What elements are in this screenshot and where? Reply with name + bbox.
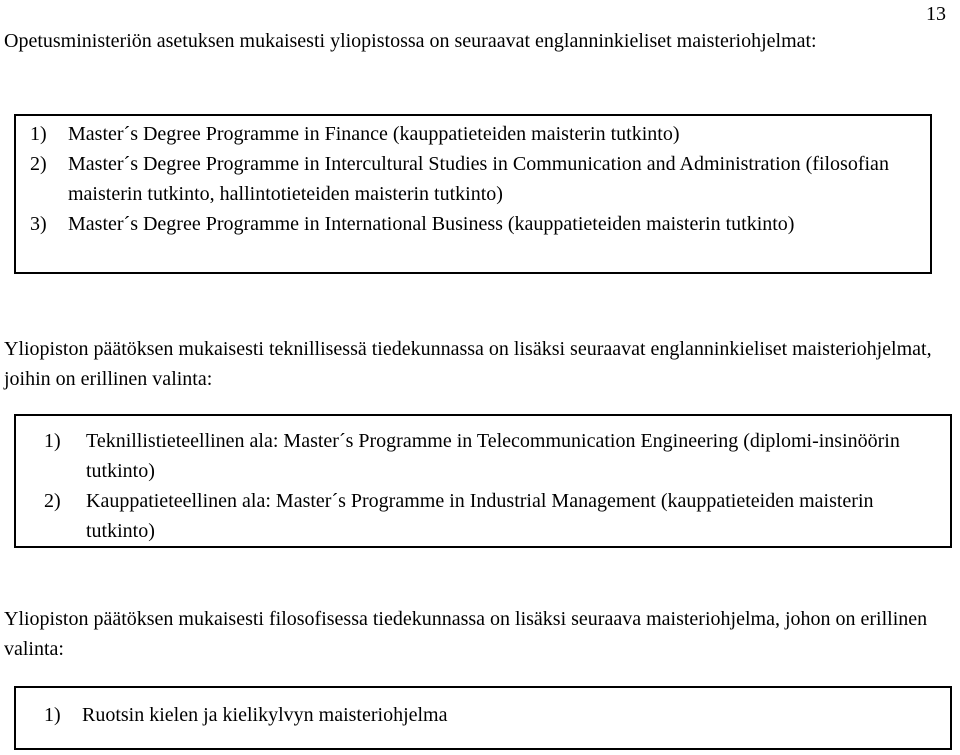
section1-intro: Opetusministeriön asetuksen mukaisesti yliopistossa on seuraavat englanninkieliset maisteriohjelmat:: [4, 30, 817, 52]
section2-intro: Yliopiston päätöksen mukaisesti teknillisessä tiedekunnassa on lisäksi seuraavat englanninkieliset maisteriohjelmat, joihin on erillinen valinta:: [4, 338, 932, 390]
item-text: Master´s Degree Programme in International Business (kauppatieteiden maisterin tutkinto): [68, 213, 795, 235]
list-item: [30, 149, 924, 209]
item-text: Master´s Degree Programme in Finance (kauppatieteiden maisterin tutkinto): [68, 123, 680, 145]
section1-programme-list: [14, 114, 932, 274]
section3-programme-list: [14, 686, 952, 750]
list-item: [44, 700, 944, 730]
list-item: [30, 119, 924, 149]
item-text: Master´s Degree Programme in Intercultural Studies in Communication and Administration (filosofian maisterin tutkinto, hallintotieteiden maisterin tutkinto): [68, 153, 889, 205]
item-number: 2): [44, 490, 61, 512]
section2-programme-list: [14, 414, 952, 548]
item-number: 1): [30, 123, 47, 145]
list-item: [44, 426, 944, 486]
item-number: 1): [44, 430, 61, 452]
item-text: Kauppatieteellinen ala: Master´s Programme in Industrial Management (kauppatieteiden maisterin tutkinto): [86, 490, 874, 542]
list-item: [30, 209, 924, 239]
item-number: 1): [44, 704, 61, 726]
page-number: 13: [926, 3, 946, 25]
item-text: Ruotsin kielen ja kielikylvyn maisteriohjelma: [82, 704, 448, 726]
list-item: [44, 486, 944, 546]
item-number: 3): [30, 213, 47, 235]
item-text: Teknillistieteellinen ala: Master´s Programme in Telecommunication Engineering (diplomi-insinöörin tutkinto): [86, 430, 900, 482]
item-number: 2): [30, 153, 47, 175]
section3-intro: Yliopiston päätöksen mukaisesti filosofisessa tiedekunnassa on lisäksi seuraava maisteriohjelma, johon on erillinen valinta:: [4, 608, 928, 660]
